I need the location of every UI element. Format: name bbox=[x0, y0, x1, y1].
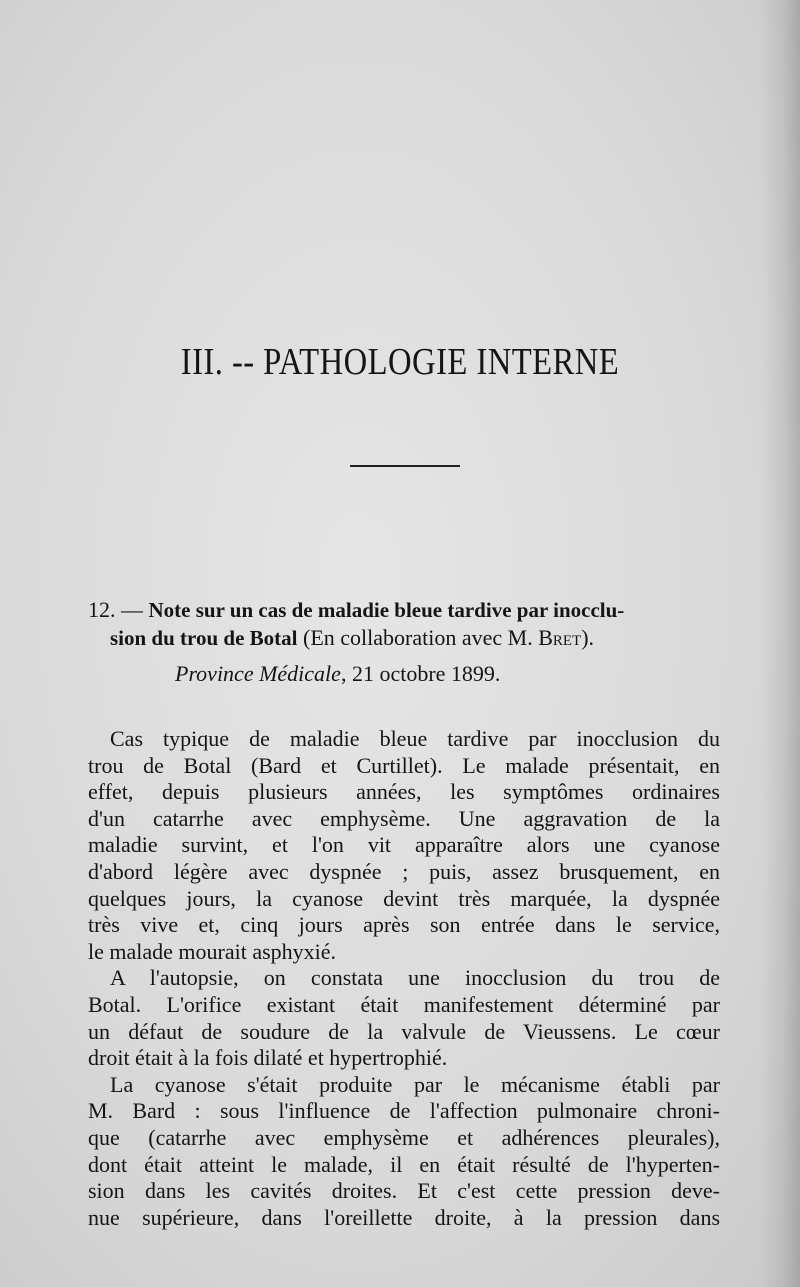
publication-date: , 21 octobre 1899. bbox=[340, 661, 501, 686]
section-divider bbox=[350, 465, 460, 467]
section-heading: III. -- PATHOLOGIE INTERNE bbox=[180, 341, 620, 383]
entry-collaboration: (En collaboration avec M. bbox=[297, 625, 539, 650]
body-line: maladie survint, et l'on vit apparaître alors une cyanose bbox=[88, 832, 720, 858]
body-line: sion dans les cavités droites. Et c'est cette pression deve- bbox=[88, 1178, 720, 1204]
body-line: d'abord légère avec dyspnée ; puis, assez brusquement, en bbox=[88, 858, 720, 884]
body-line: quelques jours, la cyanose devint très marquée, la dyspnée bbox=[88, 885, 720, 911]
body-line: trou de Botal (Bard et Curtillet). Le malade présentait, en bbox=[88, 752, 720, 778]
entry-summary bbox=[88, 726, 720, 1231]
body-line: Cas typique de maladie bleue tardive par inocclusion du bbox=[110, 726, 720, 751]
entry-citation bbox=[175, 660, 500, 688]
body-line: que (catarrhe avec emphysème et adhérences pleurales), bbox=[88, 1124, 720, 1150]
body-line: un défaut de soudure de la valvule de Vieussens. Le cœur bbox=[88, 1018, 720, 1044]
body-line: A l'autopsie, on constata une inocclusion du trou de bbox=[110, 965, 720, 991]
body-line: très vive et, cinq jours après son entrée dans le service, bbox=[88, 912, 720, 938]
bibliography-entry bbox=[88, 596, 730, 652]
entry-title-line-2 bbox=[110, 624, 730, 652]
entry-number: 12. — bbox=[88, 597, 143, 622]
journal-name: Province Médicale bbox=[175, 661, 341, 686]
entry-title-part-1: Note sur un cas de maladie bleue tardive par inocclu- bbox=[148, 598, 625, 622]
entry-title-part-2: sion du trou de Botal bbox=[110, 626, 298, 650]
entry-coauthor: Bret bbox=[538, 625, 582, 650]
entry-collaboration-end: ). bbox=[581, 625, 595, 650]
entry-title-line-1 bbox=[88, 596, 730, 624]
body-line: dont était atteint le malade, il en était résulté de l'hyperten- bbox=[88, 1151, 720, 1177]
body-line: d'un catarrhe avec emphysème. Une aggravation de la bbox=[88, 805, 720, 831]
page-edge-shadow bbox=[760, 0, 800, 1287]
body-line: La cyanose s'était produite par le mécanisme établi par bbox=[110, 1071, 720, 1097]
body-line: nue supérieure, dans l'oreillette droite, à la pression dans bbox=[88, 1204, 720, 1230]
body-line: M. Bard : sous l'influence de l'affection pulmonaire chroni- bbox=[88, 1098, 720, 1124]
body-line: effet, depuis plusieurs années, les symptômes ordinaires bbox=[88, 779, 720, 805]
body-line: droit était à la fois dilaté et hypertrophié. bbox=[88, 1045, 448, 1071]
body-line: le malade mourait asphyxié. bbox=[88, 938, 337, 964]
body-line: Botal. L'orifice existant était manifestement déterminé par bbox=[88, 991, 720, 1017]
